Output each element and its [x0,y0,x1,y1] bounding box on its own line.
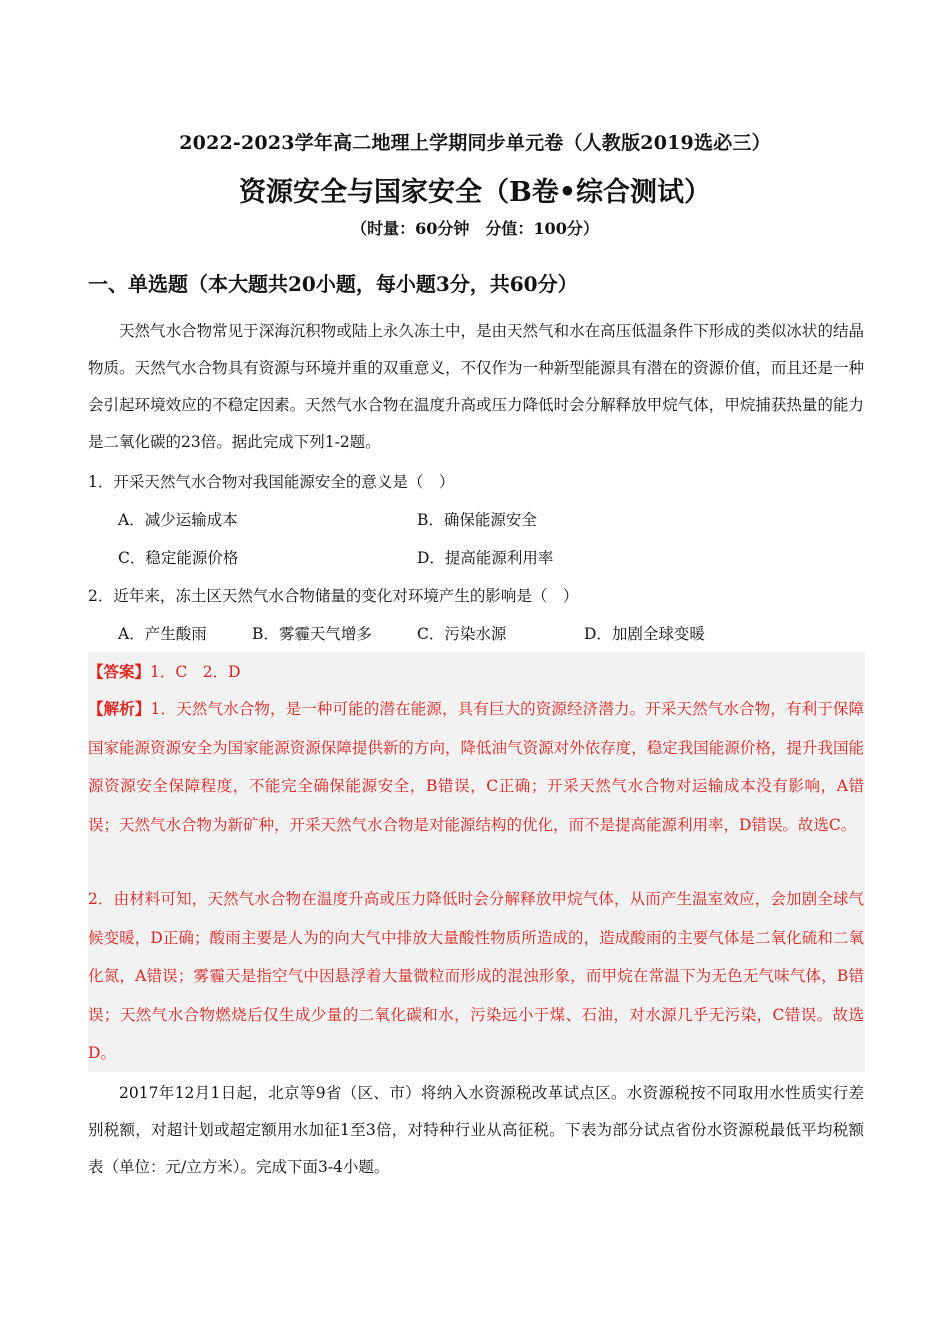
section-heading: 一、单选题（本大题共20小题，每小题3分，共60分） [88,272,578,296]
analysis-text-1: 1．天然气水合物，是一种可能的潜在能源，具有巨大的资源经济潜力。开采天然气水合物，有利于保障国家能源资源安全为国家能源资源保障提供新的方向，降低油气资源对外依存度，稳定我国能源价格，提升我国能源资源安全保障程度，不能完全确保能源安全，B错误，C正确；开采天然气水合物对运输成本没有影响，A错误；天然气水合物为新矿种，开采天然气水合物是对能源结构的优化，而不是提高能源利用率，D错误。故选C。 [88,700,864,834]
question-1-option-d: D．提高能源利用率 [417,549,554,567]
analysis-paragraph-2: 2．由材料可知，天然气水合物在温度升高或压力降低时会分解释放甲烷气体，从而产生温室效应，会加剧全球气候变暖，D正确；酸雨主要是人为的向大气中排放大量酸性物质所造成的，造成酸雨的主要气体是二氧化硫和二氧化氮，A错误；雾霾天是指空气中因悬浮着大量微粒而形成的混浊形象，而甲烷在常温下为无色无气味气体，B错误；天然气水合物燃烧后仅生成少量的二氧化碳和水，污染远小于煤、石油，对水源几乎无污染，C错误。故选D。 [88,890,864,1062]
answer-tag: 【答案】 [88,662,151,681]
question-2-option-b: B．雾霾天气增多 [252,625,372,643]
exam-title: 资源安全与国家安全（B卷•综合测试） [238,177,712,208]
material-paragraph-2: 2017年12月1日起，北京等9省（区、市）将纳入水资源税改革试点区。水资源税按不同取用水性质实行差别税额，对超计划或超定额用水加征1至3倍，对特种行业从高征税。下表为部分试点省份水资源税最低平均税额表（单位：元/立方米）。完成下面3-4小题。 [88,1084,864,1176]
exam-series-title: 2022-2023学年高二地理上学期同步单元卷（人教版2019选必三） [179,132,771,154]
analysis-tag: 【解析】 [88,699,151,718]
question-1-option-a: A．减少运输成本 [118,511,238,529]
answer-line [88,660,241,682]
exam-meta: （时量：60分钟 分值：100分） [351,219,599,238]
question-1-stem: 1．开采天然气水合物对我国能源安全的意义是（ ） [88,473,455,491]
question-1-option-b: B．确保能源安全 [417,511,537,529]
question-2-option-c: C．污染水源 [417,625,507,643]
answer-text: 1．C 2．D [150,663,241,681]
question-2-option-a: A．产生酸雨 [118,625,207,643]
question-2-option-d: D．加剧全球变暖 [584,625,705,643]
material-paragraph-1: 天然气水合物常见于深海沉积物或陆上永久冻土中，是由天然气和水在高压低温条件下形成的类似冰状的结晶物质。天然气水合物具有资源与环境并重的双重意义，不仅作为一种新型能源具有潜在的资源价值，而且还是一种会引起环境效应的不稳定因素。天然气水合物在温度升高或压力降低时会分解释放甲烷气体，甲烷捕获热量的能力是二氧化碳的23倍。据此完成下列1-2题。 [88,322,864,451]
question-2-stem: 2．近年来，冻土区天然气水合物储量的变化对环境产生的影响是（ ） [88,587,579,605]
analysis-paragraph-1 [88,690,864,844]
question-1-option-c: C．稳定能源价格 [118,549,239,567]
